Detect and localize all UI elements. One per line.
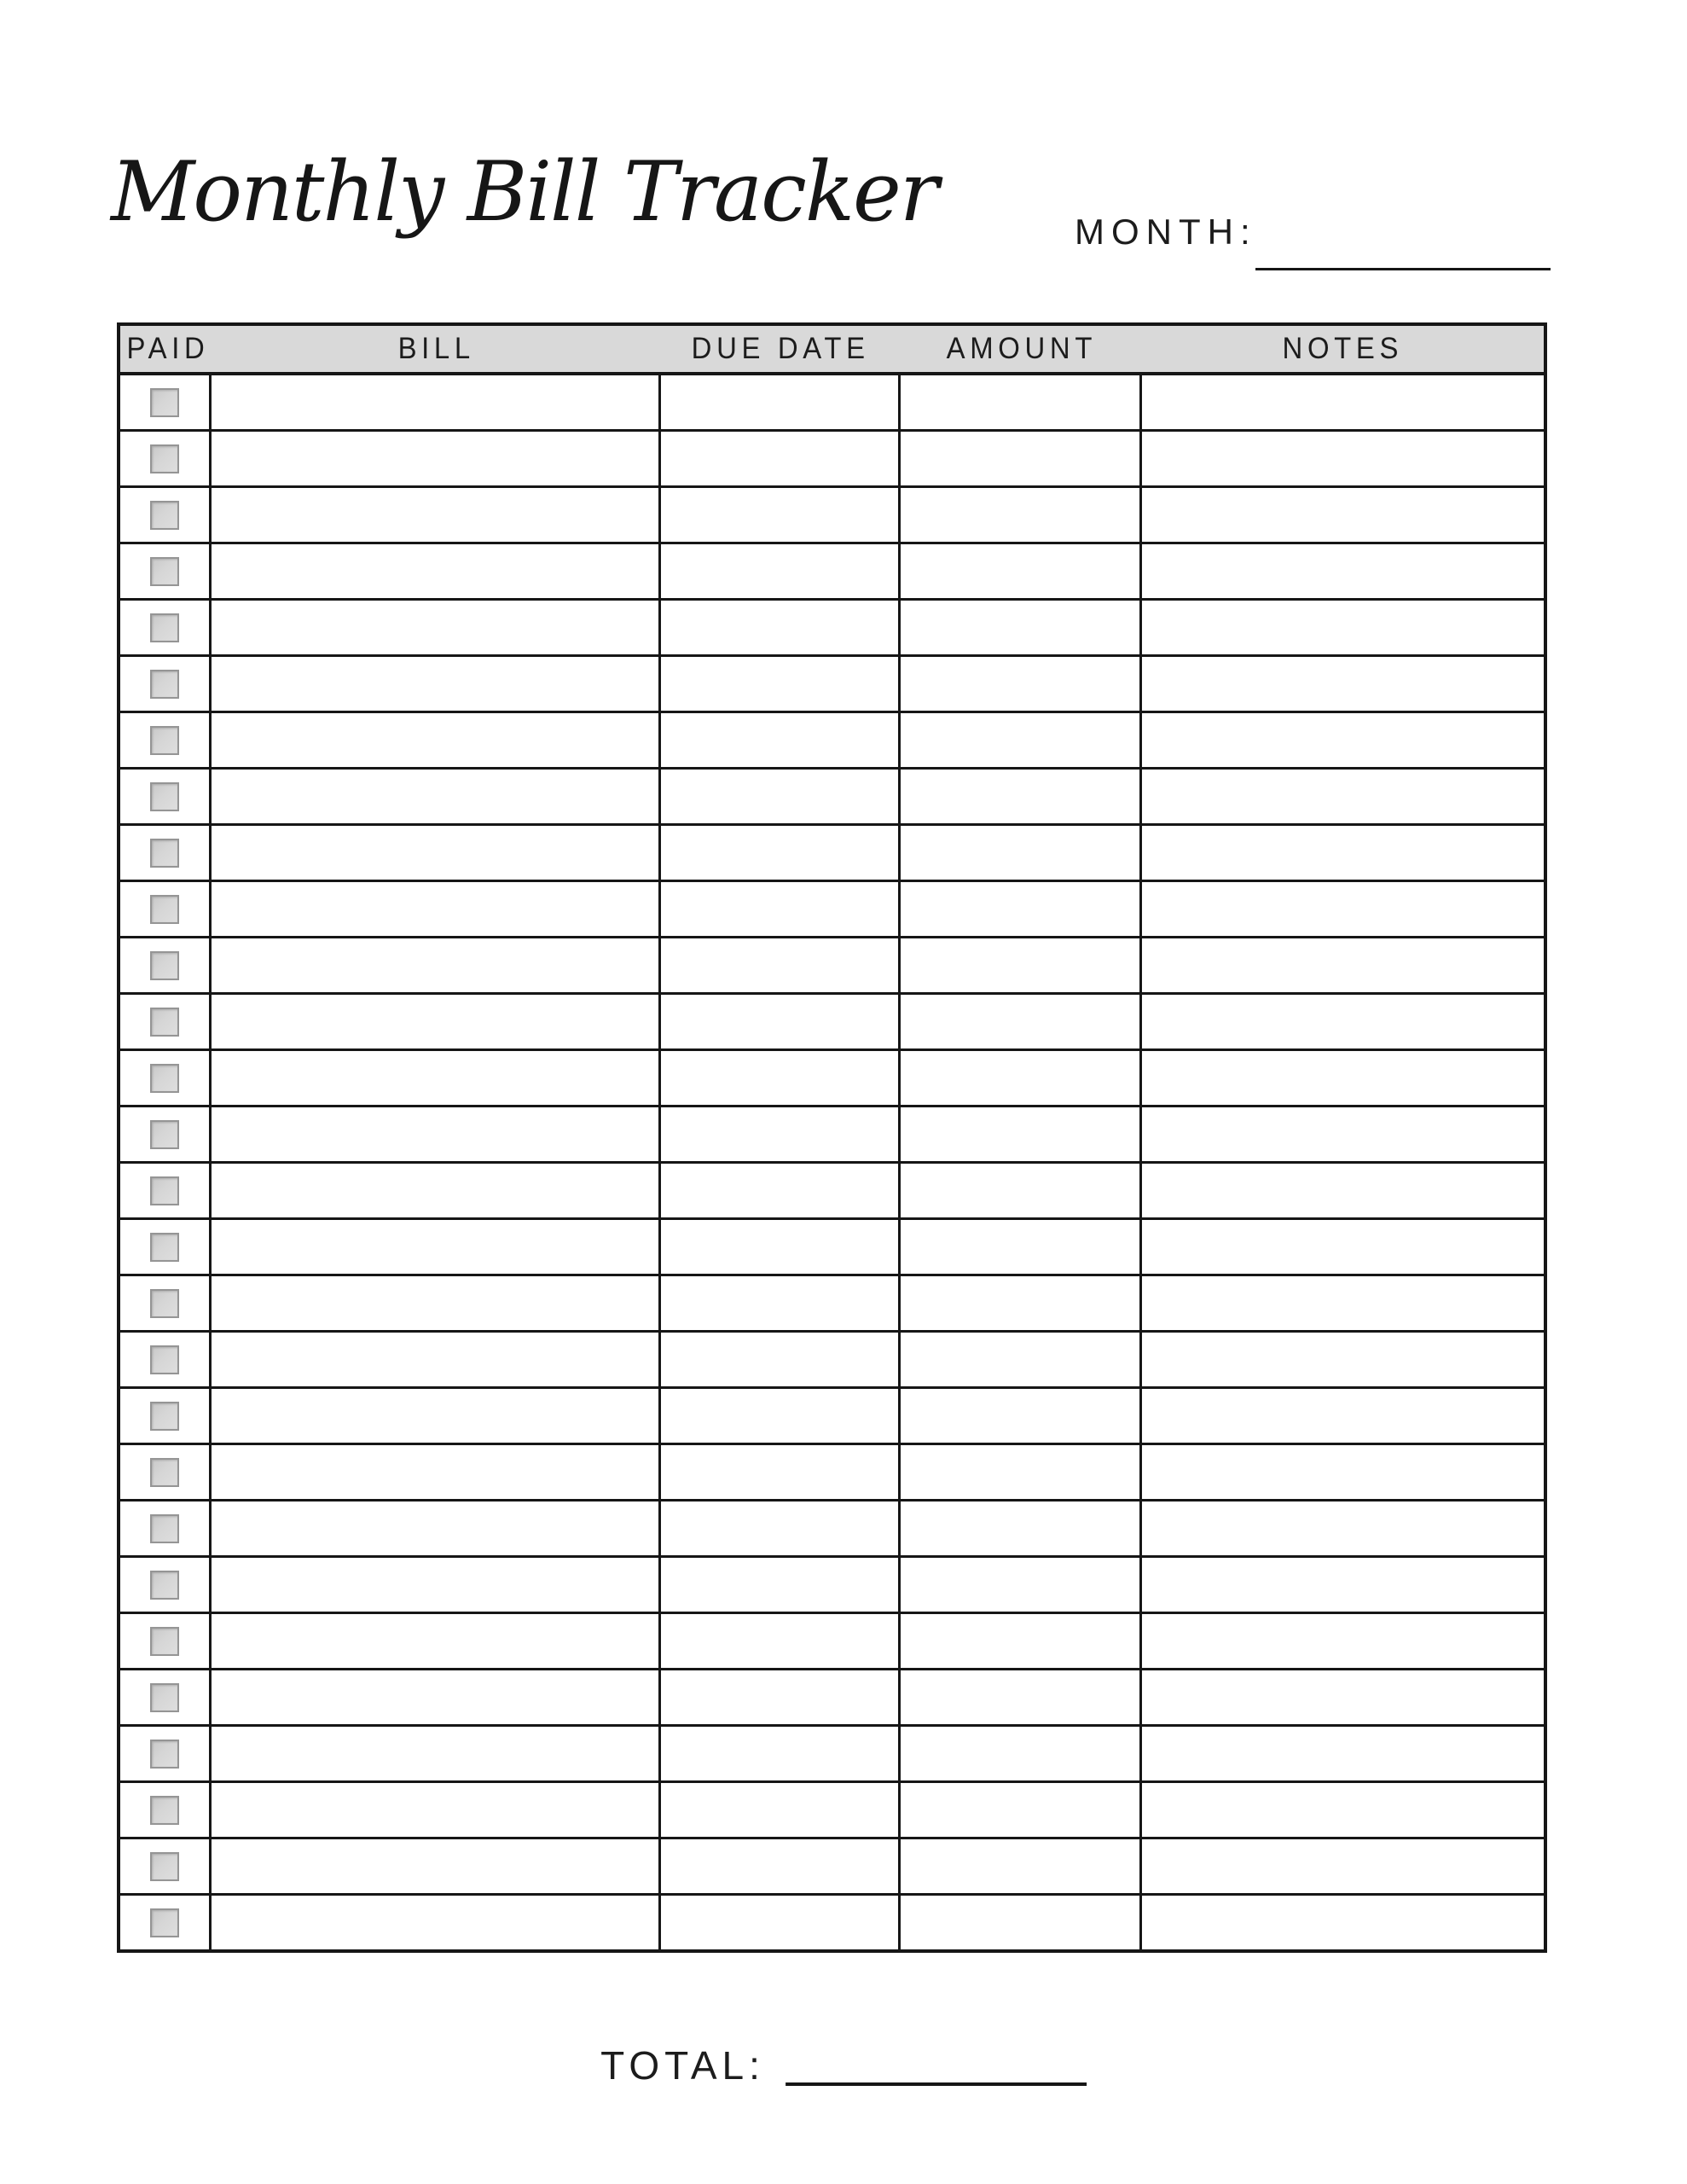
- table-row: [120, 1839, 1544, 1896]
- paid-cell[interactable]: [120, 1839, 212, 1893]
- bill-cell[interactable]: [212, 1783, 661, 1837]
- due_date-cell[interactable]: [661, 1670, 900, 1724]
- notes-cell[interactable]: [1142, 1727, 1544, 1780]
- due_date-cell[interactable]: [661, 995, 900, 1048]
- paid-checkbox-icon[interactable]: [150, 1345, 179, 1374]
- due_date-cell[interactable]: [661, 1839, 900, 1893]
- bill-cell[interactable]: [212, 657, 661, 711]
- table-row: [120, 995, 1544, 1051]
- table-row: [120, 1445, 1544, 1502]
- due_date-cell[interactable]: [661, 770, 900, 823]
- notes-cell[interactable]: [1142, 544, 1544, 598]
- amount-cell[interactable]: [901, 882, 1143, 936]
- amount-cell[interactable]: [901, 1839, 1143, 1893]
- paid-cell[interactable]: [120, 1107, 212, 1161]
- notes-cell[interactable]: [1142, 1276, 1544, 1330]
- total-field: [600, 2044, 1087, 2088]
- paid-checkbox-icon[interactable]: [150, 388, 179, 417]
- header-amount: AMOUNT: [946, 332, 1097, 365]
- due_date-cell[interactable]: [661, 1389, 900, 1443]
- amount-cell[interactable]: [901, 1614, 1143, 1668]
- header-notes: NOTES: [1282, 332, 1404, 365]
- paid-cell[interactable]: [120, 1333, 212, 1386]
- notes-cell[interactable]: [1142, 1164, 1544, 1217]
- amount-cell[interactable]: [901, 1502, 1143, 1555]
- paid-checkbox-icon[interactable]: [150, 951, 179, 980]
- total-label: TOTAL:: [600, 2043, 765, 2088]
- paid-cell[interactable]: [120, 1502, 212, 1555]
- paid-checkbox-icon[interactable]: [150, 501, 179, 530]
- table-row: [120, 1276, 1544, 1333]
- paid-cell[interactable]: [120, 375, 212, 429]
- notes-cell[interactable]: [1142, 1220, 1544, 1274]
- paid-cell[interactable]: [120, 1276, 212, 1330]
- notes-cell[interactable]: [1142, 1051, 1544, 1105]
- due_date-cell[interactable]: [661, 432, 900, 485]
- paid-cell[interactable]: [120, 995, 212, 1048]
- month-input-line[interactable]: [1255, 268, 1551, 270]
- header-due-date: DUE DATE: [691, 332, 870, 365]
- header-bill: BILL: [397, 332, 475, 365]
- table-row: [120, 1896, 1544, 1949]
- bill-table: [117, 322, 1547, 1953]
- notes-cell[interactable]: [1142, 1333, 1544, 1386]
- bill-cell[interactable]: [212, 1558, 661, 1612]
- paid-cell[interactable]: [120, 713, 212, 767]
- table-body: [120, 375, 1544, 1949]
- amount-cell[interactable]: [901, 938, 1143, 992]
- paid-cell[interactable]: [120, 544, 212, 598]
- table-row: [120, 1502, 1544, 1558]
- paid-checkbox-icon[interactable]: [150, 1458, 179, 1487]
- paid-checkbox-icon[interactable]: [150, 1852, 179, 1881]
- notes-cell[interactable]: [1142, 770, 1544, 823]
- amount-cell[interactable]: [901, 375, 1143, 429]
- paid-checkbox-icon[interactable]: [150, 895, 179, 924]
- due_date-cell[interactable]: [661, 938, 900, 992]
- notes-cell[interactable]: [1142, 938, 1544, 992]
- bill-cell[interactable]: [212, 1164, 661, 1217]
- paid-cell[interactable]: [120, 1220, 212, 1274]
- bill-cell[interactable]: [212, 826, 661, 880]
- amount-cell[interactable]: [901, 544, 1143, 598]
- paid-cell[interactable]: [120, 938, 212, 992]
- paid-cell[interactable]: [120, 882, 212, 936]
- amount-cell[interactable]: [901, 826, 1143, 880]
- notes-cell[interactable]: [1142, 657, 1544, 711]
- bill-cell[interactable]: [212, 1333, 661, 1386]
- amount-cell[interactable]: [901, 1276, 1143, 1330]
- table-row: [120, 1220, 1544, 1276]
- amount-cell[interactable]: [901, 1164, 1143, 1217]
- due_date-cell[interactable]: [661, 882, 900, 936]
- due_date-cell[interactable]: [661, 601, 900, 654]
- paid-cell[interactable]: [120, 826, 212, 880]
- paid-checkbox-icon[interactable]: [150, 1064, 179, 1093]
- amount-cell[interactable]: [901, 1896, 1143, 1949]
- paid-cell[interactable]: [120, 770, 212, 823]
- paid-checkbox-icon[interactable]: [150, 1120, 179, 1149]
- month-field: [1075, 212, 1561, 253]
- table-row: [120, 1670, 1544, 1727]
- table-row: [120, 938, 1544, 995]
- due_date-cell[interactable]: [661, 1051, 900, 1105]
- total-input-line[interactable]: [786, 2082, 1087, 2086]
- paid-checkbox-icon[interactable]: [150, 782, 179, 811]
- paid-cell[interactable]: [120, 432, 212, 485]
- paid-cell[interactable]: [120, 1051, 212, 1105]
- bill-cell[interactable]: [212, 1107, 661, 1161]
- table-row: [120, 882, 1544, 938]
- table-row: [120, 1614, 1544, 1670]
- notes-cell[interactable]: [1142, 1614, 1544, 1668]
- paid-checkbox-icon[interactable]: [150, 1514, 179, 1543]
- amount-cell[interactable]: [901, 657, 1143, 711]
- amount-cell[interactable]: [901, 1220, 1143, 1274]
- due_date-cell[interactable]: [661, 375, 900, 429]
- paid-cell[interactable]: [120, 1558, 212, 1612]
- table-row: [120, 1164, 1544, 1220]
- paid-cell[interactable]: [120, 1445, 212, 1499]
- table-row: [120, 488, 1544, 544]
- paid-cell[interactable]: [120, 657, 212, 711]
- bill-cell[interactable]: [212, 1276, 661, 1330]
- amount-cell[interactable]: [901, 1783, 1143, 1837]
- table-row: [120, 432, 1544, 488]
- notes-cell[interactable]: [1142, 1839, 1544, 1893]
- paid-checkbox-icon[interactable]: [150, 1683, 179, 1712]
- due_date-cell[interactable]: [661, 657, 900, 711]
- paid-cell[interactable]: [120, 1389, 212, 1443]
- table-row: [120, 601, 1544, 657]
- bill-cell[interactable]: [212, 770, 661, 823]
- notes-cell[interactable]: [1142, 1558, 1544, 1612]
- table-row: [120, 544, 1544, 601]
- notes-cell[interactable]: [1142, 1896, 1544, 1949]
- due_date-cell[interactable]: [661, 1727, 900, 1780]
- paid-cell[interactable]: [120, 601, 212, 654]
- paid-checkbox-icon[interactable]: [150, 1796, 179, 1825]
- paid-cell[interactable]: [120, 1727, 212, 1780]
- notes-cell[interactable]: [1142, 375, 1544, 429]
- paid-checkbox-icon[interactable]: [150, 1908, 179, 1937]
- due_date-cell[interactable]: [661, 544, 900, 598]
- paid-cell[interactable]: [120, 1614, 212, 1668]
- bill-cell[interactable]: [212, 938, 661, 992]
- table-row: [120, 1051, 1544, 1107]
- due_date-cell[interactable]: [661, 1333, 900, 1386]
- amount-cell[interactable]: [901, 995, 1143, 1048]
- table-row: [120, 713, 1544, 770]
- amount-cell[interactable]: [901, 1445, 1143, 1499]
- notes-cell[interactable]: [1142, 601, 1544, 654]
- due_date-cell[interactable]: [661, 1896, 900, 1949]
- paid-cell[interactable]: [120, 1783, 212, 1837]
- paid-checkbox-icon[interactable]: [150, 1740, 179, 1769]
- bill-cell[interactable]: [212, 995, 661, 1048]
- paid-checkbox-icon[interactable]: [150, 726, 179, 755]
- notes-cell[interactable]: [1142, 1107, 1544, 1161]
- paid-cell[interactable]: [120, 1670, 212, 1724]
- amount-cell[interactable]: [901, 432, 1143, 485]
- paid-checkbox-icon[interactable]: [150, 1571, 179, 1600]
- bill-cell[interactable]: [212, 1445, 661, 1499]
- paid-cell[interactable]: [120, 488, 212, 542]
- notes-cell[interactable]: [1142, 713, 1544, 767]
- due_date-cell[interactable]: [661, 1783, 900, 1837]
- table-header-row: [120, 326, 1544, 375]
- notes-cell[interactable]: [1142, 995, 1544, 1048]
- paid-checkbox-icon[interactable]: [150, 444, 179, 473]
- bill-cell[interactable]: [212, 1502, 661, 1555]
- bill-cell[interactable]: [212, 1389, 661, 1443]
- paid-cell[interactable]: [120, 1896, 212, 1949]
- notes-cell[interactable]: [1142, 882, 1544, 936]
- paid-checkbox-icon[interactable]: [150, 557, 179, 586]
- amount-cell[interactable]: [901, 1389, 1143, 1443]
- month-label: MONTH:: [1075, 212, 1257, 252]
- notes-cell[interactable]: [1142, 826, 1544, 880]
- header-paid: PAID: [126, 332, 210, 365]
- bill-cell[interactable]: [212, 1051, 661, 1105]
- due_date-cell[interactable]: [661, 488, 900, 542]
- due_date-cell[interactable]: [661, 1164, 900, 1217]
- paid-checkbox-icon[interactable]: [150, 839, 179, 868]
- bill-cell[interactable]: [212, 1839, 661, 1893]
- bill-cell[interactable]: [212, 882, 661, 936]
- amount-cell[interactable]: [901, 713, 1143, 767]
- notes-cell[interactable]: [1142, 432, 1544, 485]
- paid-checkbox-icon[interactable]: [150, 1627, 179, 1656]
- amount-cell[interactable]: [901, 601, 1143, 654]
- paid-checkbox-icon[interactable]: [150, 1233, 179, 1262]
- notes-cell[interactable]: [1142, 488, 1544, 542]
- table-row: [120, 375, 1544, 432]
- due_date-cell[interactable]: [661, 1107, 900, 1161]
- notes-cell[interactable]: [1142, 1783, 1544, 1837]
- paid-checkbox-icon[interactable]: [150, 670, 179, 699]
- paid-checkbox-icon[interactable]: [150, 1402, 179, 1431]
- table-row: [120, 826, 1544, 882]
- table-row: [120, 1783, 1544, 1839]
- table-row: [120, 1389, 1544, 1445]
- table-row: [120, 1333, 1544, 1389]
- notes-cell[interactable]: [1142, 1670, 1544, 1724]
- table-row: [120, 770, 1544, 826]
- due_date-cell[interactable]: [661, 1558, 900, 1612]
- bill-cell[interactable]: [212, 1614, 661, 1668]
- bill-cell[interactable]: [212, 601, 661, 654]
- amount-cell[interactable]: [901, 1333, 1143, 1386]
- paid-checkbox-icon[interactable]: [150, 1176, 179, 1205]
- notes-cell[interactable]: [1142, 1389, 1544, 1443]
- paid-cell[interactable]: [120, 1164, 212, 1217]
- amount-cell[interactable]: [901, 1558, 1143, 1612]
- table-row: [120, 1107, 1544, 1164]
- bill-cell[interactable]: [212, 713, 661, 767]
- amount-cell[interactable]: [901, 488, 1143, 542]
- bill-cell[interactable]: [212, 1896, 661, 1949]
- amount-cell[interactable]: [901, 1107, 1143, 1161]
- notes-cell[interactable]: [1142, 1502, 1544, 1555]
- table-row: [120, 1727, 1544, 1783]
- page-title: Monthly Bill Tracker: [111, 144, 937, 240]
- due_date-cell[interactable]: [661, 1614, 900, 1668]
- paid-checkbox-icon[interactable]: [150, 1008, 179, 1037]
- notes-cell[interactable]: [1142, 1445, 1544, 1499]
- bill-cell[interactable]: [212, 432, 661, 485]
- amount-cell[interactable]: [901, 1051, 1143, 1105]
- due_date-cell[interactable]: [661, 826, 900, 880]
- due_date-cell[interactable]: [661, 1502, 900, 1555]
- bill-cell[interactable]: [212, 1670, 661, 1724]
- bill-cell[interactable]: [212, 544, 661, 598]
- paid-checkbox-icon[interactable]: [150, 1289, 179, 1318]
- table-row: [120, 1558, 1544, 1614]
- amount-cell[interactable]: [901, 1670, 1143, 1724]
- due_date-cell[interactable]: [661, 1445, 900, 1499]
- bill-cell[interactable]: [212, 375, 661, 429]
- bill-cell[interactable]: [212, 1727, 661, 1780]
- due_date-cell[interactable]: [661, 1220, 900, 1274]
- table-row: [120, 657, 1544, 713]
- amount-cell[interactable]: [901, 770, 1143, 823]
- due_date-cell[interactable]: [661, 713, 900, 767]
- bill-cell[interactable]: [212, 488, 661, 542]
- paid-checkbox-icon[interactable]: [150, 613, 179, 642]
- due_date-cell[interactable]: [661, 1276, 900, 1330]
- bill-cell[interactable]: [212, 1220, 661, 1274]
- amount-cell[interactable]: [901, 1727, 1143, 1780]
